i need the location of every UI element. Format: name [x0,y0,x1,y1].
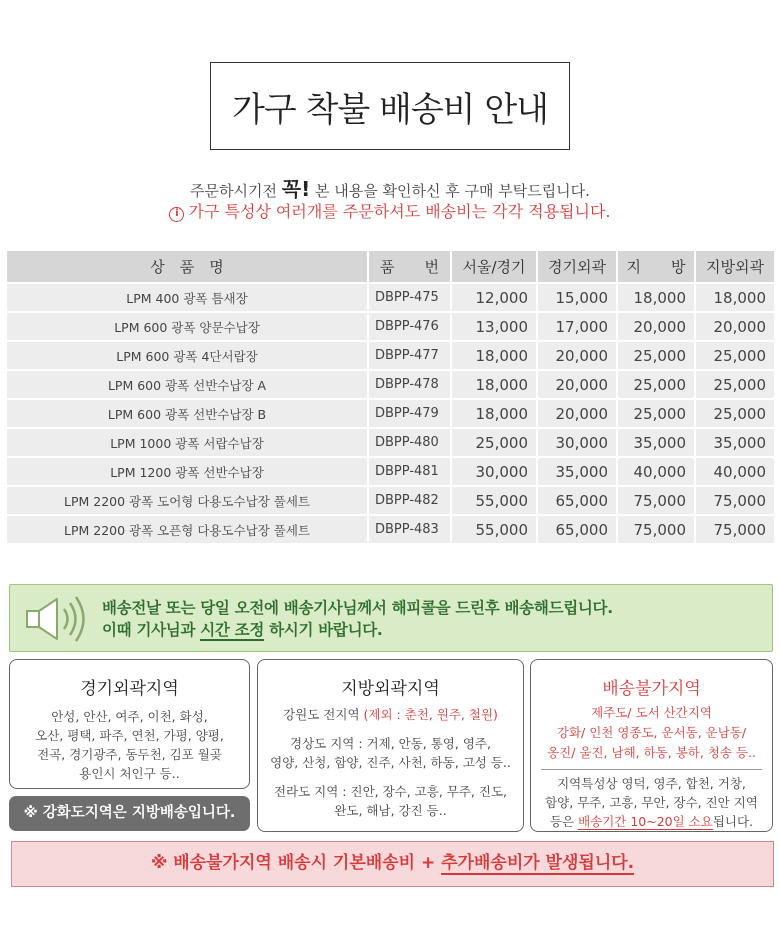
fee-gyeonggi-outer-cell: 15,000 [538,282,618,311]
ganghwa-note: ※ 강화도지역은 지방배송입니다. [9,796,250,831]
fee-local-cell: 25,000 [618,398,696,427]
fee-seoul-cell: 12,000 [452,282,538,311]
fee-local-cell: 75,000 [618,485,696,514]
subtitle-before: 주문하시기전 [190,182,282,200]
gyeonggi-line: 전곡, 경기광주, 동두천, 김포 월곶 [37,747,222,762]
unavailable-line: 함양, 무주, 고흥, 무안, 장수, 진안 지역 [545,795,758,810]
gangwon-line [258,705,523,724]
gyeongsang-line: 경상도 지역 : 거제, 안동, 통영, 영주, [290,736,491,751]
fee-local-outer-cell: 20,000 [696,311,774,340]
fee-local-outer-cell: 35,000 [696,427,774,456]
fee-local-outer-cell: 25,000 [696,398,774,427]
unavailable-last-after: 됩니다. [712,814,754,829]
product-code-cell: DBPP-480 [369,427,452,456]
unavailable-red-lines [531,703,772,763]
product-name-cell: LPM 1000 광폭 서랍수납장 [7,427,369,456]
fee-seoul-cell: 18,000 [452,369,538,398]
unavailable-title: 배송불가지역 [602,679,701,699]
fee-seoul-cell: 18,000 [452,340,538,369]
fee-local-outer-cell: 75,000 [696,485,774,514]
fee-local-outer-cell: 75,000 [696,514,774,543]
fee-gyeonggi-outer-cell: 35,000 [538,456,618,485]
fee-gyeonggi-outer-cell: 65,000 [538,485,618,514]
product-name-cell: LPM 400 광폭 틈새장 [7,282,369,311]
product-code-cell: DBPP-478 [369,369,452,398]
fee-local-outer-cell: 18,000 [696,282,774,311]
gyeongsang-lines [258,734,523,772]
table-row [7,427,774,456]
product-code-cell: DBPP-482 [369,485,452,514]
notice-line-1: 배송전날 또는 당일 오전에 배송기사님께서 해피콜을 드린후 배송해드립니다. [102,599,613,617]
unavailable-red-line: 강화/ 인천 영종도, 운서동, 운남동/ [556,725,747,740]
unavailable-red-line: 제주도/ 도서 산간지역 [591,705,712,720]
fee-local-cell: 40,000 [618,456,696,485]
table-row [7,282,774,311]
product-name-cell: LPM 2200 광폭 오픈형 다용도수납장 풀세트 [7,514,369,543]
delivery-period: 배송기간 10~20일 소요 [578,814,713,829]
table-row [7,311,774,340]
product-name-cell: LPM 600 광폭 양문수납장 [7,311,369,340]
fee-seoul-cell: 25,000 [452,427,538,456]
fee-local-cell: 75,000 [618,514,696,543]
notice-time-adjust: 시간 조정 [200,621,265,639]
fee-seoul-cell: 18,000 [452,398,538,427]
product-code-cell: DBPP-477 [369,340,452,369]
local-outer-title: 지방외곽지역 [341,679,440,699]
unavailable-region-box [530,659,773,832]
fee-gyeonggi-outer-cell: 30,000 [538,427,618,456]
fee-gyeonggi-outer-cell: 65,000 [538,514,618,543]
info-circle-icon: i [169,207,184,222]
unavailable-last-before: 등은 [549,814,579,829]
fee-local-outer-cell: 40,000 [696,456,774,485]
notice-line-2-after: 하시기 바랍니다. [264,621,383,639]
fee-gyeonggi-outer-cell: 20,000 [538,398,618,427]
fee-gyeonggi-outer-cell: 20,000 [538,369,618,398]
gyeongsang-line: 영양, 산청, 함양, 진주, 사천, 하동, 고성 등.. [270,755,511,770]
warning-text: 가구 특성상 여러개를 주문하셔도 배송비는 각각 적용됩니다. [188,202,611,221]
unavailable-line: 지역특성상 영덕, 영주, 합천, 거창, [557,776,746,791]
fee-local-cell: 18,000 [618,282,696,311]
fee-local-cell: 25,000 [618,369,696,398]
product-code-cell: DBPP-475 [369,282,452,311]
divider [541,769,762,770]
product-name-cell: LPM 600 광폭 4단서랍장 [7,340,369,369]
fee-gyeonggi-outer-cell: 20,000 [538,340,618,369]
fee-gyeonggi-outer-cell: 17,000 [538,311,618,340]
warning-line [0,199,780,222]
header-product-name: 상 품 명 [7,251,369,282]
product-code-cell: DBPP-479 [369,398,452,427]
notice-line-2-before: 이때 기사님과 [102,621,201,639]
subtitle-emphasis: 꼭! [281,177,311,201]
happy-call-notice [9,584,773,652]
jeolla-line: 전라도 지역 : 진안, 장수, 고흥, 무주, 진도, [273,784,508,799]
notice-line-2 [102,618,383,640]
gyeonggi-outer-region-box [9,659,250,789]
product-code-cell: DBPP-476 [369,311,452,340]
product-name-cell: LPM 600 광폭 선반수납장 A [7,369,369,398]
fee-local-outer-cell: 25,000 [696,340,774,369]
product-name-cell: LPM 2200 광폭 도어형 다용도수납장 풀세트 [7,485,369,514]
fee-seoul-cell: 13,000 [452,311,538,340]
gangwon-text: 강원도 전지역 [283,707,364,722]
jeolla-lines [258,782,523,820]
extra-fee-text: ※ 배송불가지역 배송시 기본배송비 + [150,853,442,873]
fee-local-cell: 35,000 [618,427,696,456]
shipping-fee-table [7,251,774,543]
local-outer-region-box [257,659,524,832]
header-gyeonggi-outer: 경기외곽 [538,251,618,282]
subtitle-after: 본 내용을 확인하신 후 구매 부탁드립니다. [310,182,590,200]
table-row [7,398,774,427]
product-name-cell: LPM 1200 광폭 선반수납장 [7,456,369,485]
fee-seoul-cell: 30,000 [452,456,538,485]
fee-seoul-cell: 55,000 [452,485,538,514]
unavailable-detail [531,774,772,831]
header-seoul-gyeonggi: 서울/경기 [452,251,538,282]
table-row [7,514,774,543]
gyeonggi-line: 안성, 안산, 여주, 이천, 화성, [51,709,208,724]
product-code-cell: DBPP-483 [369,514,452,543]
fee-local-cell: 25,000 [618,340,696,369]
gyeonggi-outer-title: 경기외곽지역 [80,679,179,699]
table-row [7,369,774,398]
fee-seoul-cell: 55,000 [452,514,538,543]
page-title: 가구 착불 배송비 안내 [210,62,570,150]
extra-fee-underline: 추가배송비가 발생됩니다. [441,853,635,873]
table-row [7,340,774,369]
table-row [7,456,774,485]
extra-fee-notice [11,841,774,887]
header-local-outer: 지방외곽 [696,251,774,282]
header-product-code: 품 번 [369,251,452,282]
gyeonggi-line: 용인시 처인구 등.. [79,766,180,781]
speaker-icon [24,593,96,645]
fee-local-outer-cell: 25,000 [696,369,774,398]
gyeonggi-line: 오산, 평택, 파주, 연천, 가평, 양평, [35,728,224,743]
gangwon-exclusion: (제외 : 춘천, 원주, 철원) [363,707,498,722]
table-row [7,485,774,514]
fee-local-cell: 20,000 [618,311,696,340]
product-code-cell: DBPP-481 [369,456,452,485]
header-local: 지 방 [618,251,696,282]
subtitle [0,173,780,202]
unavailable-red-line: 옹진/ 울진, 남해, 하동, 봉하, 청송 등.. [547,745,756,760]
table-header-row [7,251,774,282]
product-name-cell: LPM 600 광폭 선반수납장 B [7,398,369,427]
jeolla-line: 완도, 해남, 강진 등.. [334,803,447,818]
